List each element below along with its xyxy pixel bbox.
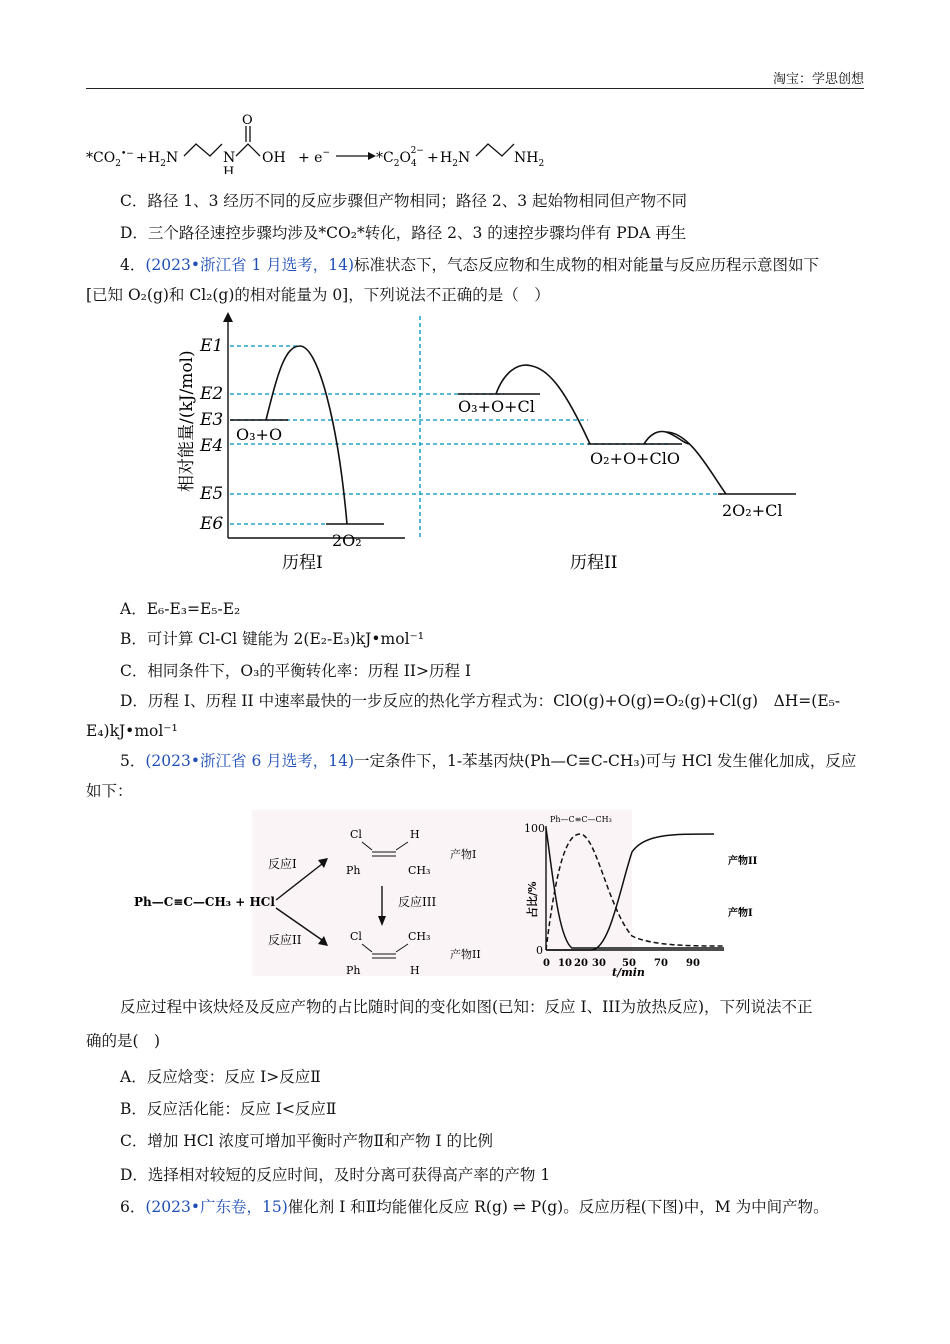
energy-level-labels bbox=[199, 336, 223, 534]
plot-ylabel: 占比/% bbox=[526, 881, 539, 918]
q3-option-c: C．路径 1、3 经历不同的反应步骤但产物相同；路径 2、3 起始物相同但产物不同 bbox=[120, 192, 688, 210]
amide-bond bbox=[236, 144, 260, 156]
level-e3: E3 bbox=[200, 410, 224, 430]
q5-option-d: D．选择相对较短的反应时间，及时分离可获得高产率的产物 1 bbox=[120, 1166, 551, 1184]
label-p1: 产物I bbox=[450, 848, 477, 861]
q5-source: (2023•浙江省 6 月选考，14) bbox=[145, 752, 354, 770]
q4-option-a: A．E₆-E₃=E₅-E₂ bbox=[120, 600, 241, 618]
q5-stem-line2: 如下： bbox=[86, 782, 133, 800]
svg-text:10: 10 bbox=[558, 958, 572, 969]
scheme-reactant: Ph—C≡C—CH₃ + HCl bbox=[134, 895, 275, 909]
oh-group: OH bbox=[262, 150, 286, 166]
q5-figure bbox=[132, 808, 772, 984]
q4-option-d-cont: E₄)kJ•mol⁻¹ bbox=[86, 722, 178, 740]
svg-text:0: 0 bbox=[536, 944, 543, 957]
plot-label-p1: 产物I bbox=[728, 908, 753, 919]
svg-text:Cl: Cl bbox=[350, 828, 362, 841]
top-reaction-equation bbox=[86, 112, 556, 178]
level-e4: E4 bbox=[200, 436, 224, 456]
path1-label: 历程I bbox=[282, 553, 323, 573]
q4-option-d: D．历程 I、历程 II 中速率最快的一步反应的热化学方程式为：ClO(g)+O(g)=O₂(g)+Cl(g) ΔH=(E₅- bbox=[120, 692, 841, 710]
label-r3: 反应III bbox=[398, 895, 437, 909]
carbonyl-o: O bbox=[242, 113, 253, 128]
co2-radical: $*CO_2^{•-}$ + bbox=[86, 149, 148, 169]
energy-y-label: 相对能量/(kJ/mol) bbox=[177, 350, 197, 492]
chain-bonds bbox=[184, 144, 222, 156]
level-e2: E2 bbox=[200, 384, 224, 404]
svg-text:Ph: Ph bbox=[346, 964, 361, 977]
plot-label-p2: 产物II bbox=[728, 856, 758, 867]
plot-label-alkyne: Ph—C≡C—CH₃ bbox=[550, 815, 612, 824]
plot-xlabel: t/min bbox=[612, 966, 645, 979]
h2n-left: $H_2N$ bbox=[148, 150, 179, 169]
label-r1: 反应I bbox=[268, 857, 297, 871]
q4-option-b: B．可计算 Cl-Cl 键能为 2(E₂-E₃)kJ•mol⁻¹ bbox=[120, 630, 424, 648]
svg-text:50: 50 bbox=[622, 958, 636, 969]
q3-option-d: D．三个路径速控步骤均涉及*CO₂*转化，路径 2、3 的速控步骤均伴有 PDA 再生 bbox=[120, 224, 687, 242]
q5-option-a: A．反应焓变：反应 I>反应Ⅱ bbox=[120, 1068, 321, 1086]
n-atom: N bbox=[223, 150, 236, 166]
species-2o2: 2O₂ bbox=[332, 531, 362, 550]
svg-text:90: 90 bbox=[686, 958, 700, 969]
svg-text:CH₃: CH₃ bbox=[408, 864, 431, 877]
path2-label: 历程II bbox=[570, 553, 618, 573]
label-r2: 反应II bbox=[268, 933, 302, 947]
svg-text:30: 30 bbox=[592, 958, 606, 969]
level-e1: E1 bbox=[200, 336, 224, 356]
q4-stem-line1: 4．(2023•浙江省 1 月选考，14)标准状态下，气态反应物和生成物的相对能量与反应历程示意图如下 bbox=[120, 256, 820, 274]
q5-option-c: C．增加 HCl 浓度可增加平衡时产物Ⅱ和产物 I 的比例 bbox=[120, 1132, 494, 1150]
species-o3-o-cl: O₃+O+Cl bbox=[458, 397, 535, 416]
svg-text:Cl: Cl bbox=[350, 930, 362, 943]
h2n-right: $H_2N$ bbox=[440, 150, 471, 169]
species-o2-o-clo: O₂+O+ClO bbox=[590, 449, 680, 468]
q5-paragraph-line2: 确的是( ) bbox=[86, 1032, 161, 1050]
svg-text:70: 70 bbox=[654, 958, 668, 969]
svg-text:0: 0 bbox=[543, 958, 550, 969]
q5-stem-line1: 5．(2023•浙江省 6 月选考，14)一定条件下，1-苯基丙炔(Ph—C≡C-CH₃)可与 HCl 发生催化加成，反应 bbox=[120, 752, 857, 770]
species-2o2-cl: 2O₂+Cl bbox=[722, 501, 783, 520]
level-e5: E5 bbox=[200, 484, 224, 504]
electron: + e− bbox=[298, 148, 331, 166]
svg-text:Ph: Ph bbox=[346, 864, 361, 877]
q6-stem: 6．(2023•广东卷，15)催化剂 I 和Ⅱ均能催化反应 R(g) ⇌ P(g)。反应历程(下图)中，M 为中间产物。 bbox=[120, 1198, 829, 1216]
svg-text:H: H bbox=[410, 828, 420, 841]
q4-option-c: C．相同条件下，O₃的平衡转化率：历程 II>历程 I bbox=[120, 662, 471, 680]
level-e6: E6 bbox=[200, 514, 224, 534]
brand-label: 淘宝：学思创想 bbox=[772, 72, 864, 87]
q6-source: (2023•广东卷，15) bbox=[145, 1198, 288, 1216]
species-o3-o: O₃+O bbox=[236, 425, 283, 444]
q4-stem-line2: [已知 O₂(g)和 Cl₂(g)的相对能量为 0]，下列说法不正确的是（ ） bbox=[86, 286, 550, 304]
q5-option-b: B．反应活化能：反应 I<反应Ⅱ bbox=[120, 1100, 337, 1118]
q5-paragraph-line1: 反应过程中该炔烃及反应产物的占比随时间的变化如图(已知：反应 I、III为放热反应)，下列说法不正 bbox=[120, 998, 813, 1016]
q4-source: (2023•浙江省 1 月选考，14) bbox=[145, 256, 354, 274]
page-header bbox=[86, 66, 864, 89]
oxalate: $*C_2O_42-$ + bbox=[376, 146, 439, 169]
energy-profile bbox=[230, 346, 796, 524]
energy-diagram bbox=[170, 312, 810, 588]
svg-text:20: 20 bbox=[574, 958, 588, 969]
svg-text:H: H bbox=[410, 964, 420, 977]
svg-text:CH₃: CH₃ bbox=[408, 930, 431, 943]
svg-text:100: 100 bbox=[524, 822, 545, 835]
h-atom: H bbox=[223, 165, 235, 174]
label-p2: 产物II bbox=[450, 948, 481, 961]
nh2-group: $NH_2$ bbox=[514, 150, 545, 169]
